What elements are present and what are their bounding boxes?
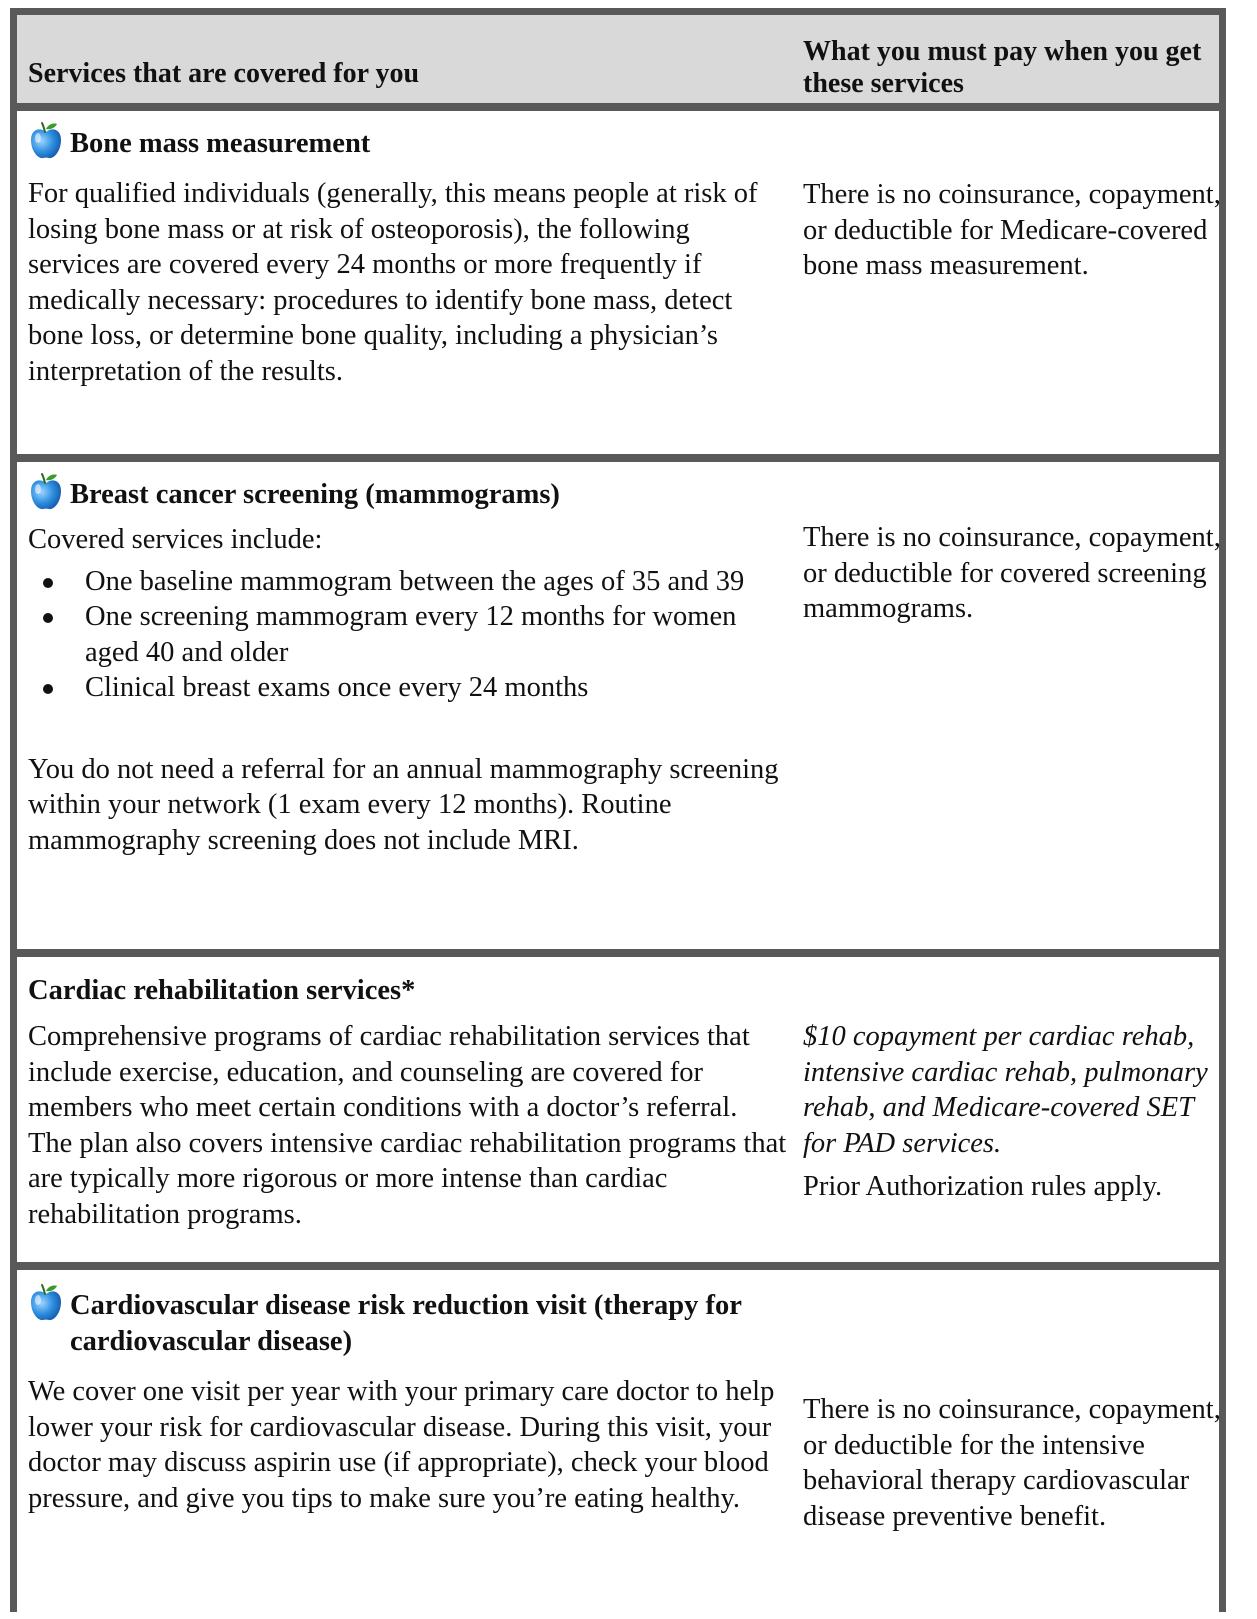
table-row-bone-mass: [17, 111, 1219, 454]
row-description: We cover one visit per year with your primary care doctor to help lower your risk for cardiovascular disease. During this visit, your doctor may discuss aspirin use (if appropriate), check your blood pressure, and give you tips to make sure you’re eating healthy.: [28, 1376, 775, 1514]
row-payment: There is no coinsurance, copayment, or deductible for Medicare-covered bone mass measurement.: [803, 179, 1221, 281]
row-payment: There is no coinsurance, copayment, or deductible for covered screening mammograms.: [803, 522, 1221, 624]
bullet-dot-icon: [43, 578, 53, 588]
bullet-dot-icon: [43, 684, 53, 694]
header-payment: What you must pay when you get these services: [803, 36, 1202, 99]
apple-icon: [28, 1282, 64, 1322]
bullet-list: [28, 564, 788, 706]
row-title: [28, 973, 788, 1009]
row-divider: [17, 454, 1219, 462]
apple-icon: [28, 471, 64, 511]
table-row-cardiovascular-risk: [17, 1270, 1219, 1619]
row-payment-copay: $10 copayment per cardiac rehab, intensive cardiac rehab, pulmonary rehab, and Medicare-covered SET for PAD services.: [803, 1021, 1208, 1159]
table-row-breast-cancer-screening: [17, 462, 1219, 949]
row-payment-note: Prior Authorization rules apply.: [803, 1171, 1163, 1202]
row-divider: [17, 103, 1219, 111]
coverage-table: [10, 8, 1226, 1612]
row-title-text: Bone mass measurement: [70, 128, 371, 159]
row-title-text: Cardiovascular disease risk reduction visit (therapy for cardiovascular disease): [70, 1290, 742, 1357]
row-title: [28, 477, 788, 513]
row-title-text: Breast cancer screening (mammograms): [70, 479, 560, 510]
row-note: You do not need a referral for an annual mammography screening within your network (1 exam every 12 months). Routine mammography screening does not include MRI.: [28, 753, 779, 856]
row-divider: [17, 949, 1219, 957]
header-services: Services that are covered for you: [28, 58, 420, 89]
table-row-cardiac-rehab: [17, 957, 1219, 1262]
row-intro: Covered services include:: [28, 524, 323, 555]
table-header-row: [17, 15, 1219, 103]
row-description: For qualified individuals (generally, this means people at risk of losing bone mass or at risk of osteoporosis), the following services are covered every 24 months or more frequently if medically necessary: procedures to identify bone mass, detect bone loss, or determine bone quality, including a physician’s interpretation of the results.: [28, 178, 758, 387]
bullet-item: One baseline mammogram between the ages of 35 and 39: [28, 564, 788, 600]
row-title: [28, 126, 788, 162]
bullet-item: One screening mammogram every 12 months for women aged 40 and older: [28, 599, 788, 670]
row-title: [28, 1288, 788, 1360]
row-payment: There is no coinsurance, copayment, or deductible for the intensive behavioral therapy cardiovascular disease preventive benefit.: [803, 1394, 1221, 1532]
apple-icon: [28, 120, 64, 160]
row-divider: [17, 1262, 1219, 1270]
row-description: Comprehensive programs of cardiac rehabilitation services that include exercise, education, and counseling are covered for members who meet certain conditions with a doctor’s referral. The plan also covers intensive cardiac rehabilitation programs that are typically more rigorous or more intense than cardiac rehabilitation programs.: [28, 1021, 787, 1230]
row-title-text: Cardiac rehabilitation services*: [28, 975, 416, 1006]
bullet-item: Clinical breast exams once every 24 months: [28, 670, 788, 706]
bullet-dot-icon: [43, 613, 53, 623]
